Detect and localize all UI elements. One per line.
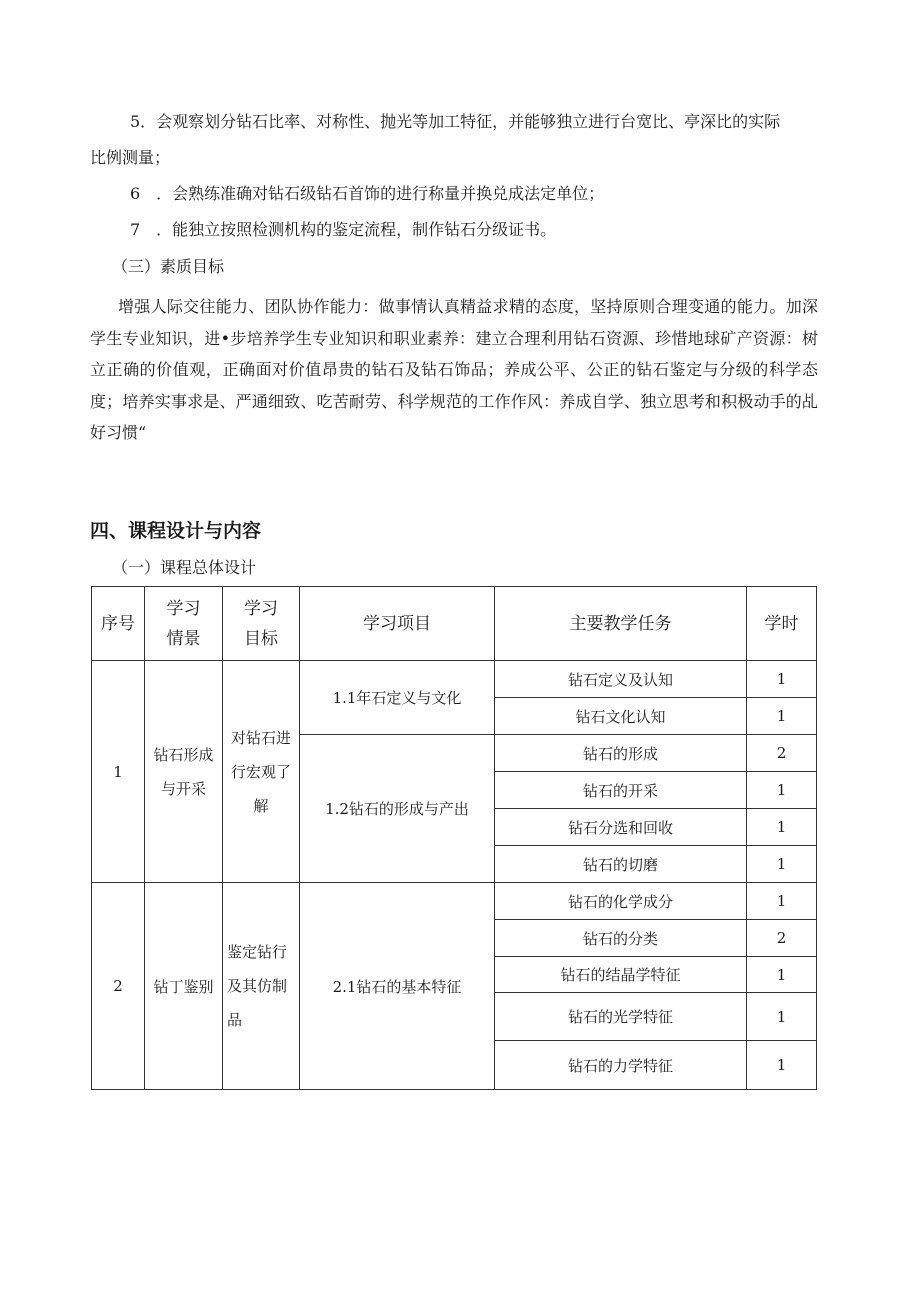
- quality-paragraph: 增强人际交往能力、团队协作能力：做事情认真精益求精的态度，坚持原则合理变通的能力。加深学生专业知识，进•步培养学生专业知识和职业素养：建立合理利用钻石资源、珍惜地球矿产资源：树立正确的价值观，正确面对价值昂贵的钻石及钻石饰品；养成公平、公正的钻石鉴定与分级的科学态度；培养实事求是、严通细致、吃苦耐劳、科学规范的工作作风：养成自学、独立思考和积极动手的乩好习惯“: [90, 297, 818, 442]
- header-no: 序号: [92, 587, 145, 661]
- project-1-2: 1.2钻石的形成与产出: [300, 735, 495, 883]
- group-1-no: 1: [92, 661, 145, 883]
- hours-cell: 1: [747, 957, 817, 993]
- hours-cell: 1: [747, 883, 817, 920]
- task-cell: 钻石的结晶学特征: [495, 957, 747, 993]
- header-goal: 学习目标: [223, 587, 300, 661]
- task-cell: 钻石的力学特征: [495, 1041, 747, 1090]
- hours-cell: 1: [747, 846, 817, 883]
- table-subheading: （一）课程总体设计: [112, 558, 257, 577]
- hours-cell: 1: [747, 772, 817, 809]
- course-design-table: [91, 586, 817, 1090]
- hours-cell: 2: [747, 735, 817, 772]
- intro-line-5a: 5．会观察划分钻石比率、对称性、抛光等加工特征，并能够独立进行台宽比、亭深比的实际: [130, 112, 781, 131]
- task-cell: 钻石的化学成分: [495, 883, 747, 920]
- hours-cell: 1: [747, 1041, 817, 1090]
- task-cell: 钻石文化认知: [495, 698, 747, 735]
- hours-cell: 1: [747, 661, 817, 698]
- section-heading: 四、课程设计与内容: [90, 520, 262, 542]
- hours-cell: 1: [747, 809, 817, 846]
- task-cell: 钻石定义及认知: [495, 661, 747, 698]
- task-cell: 钻石的分类: [495, 920, 747, 957]
- header-task: 主要教学任务: [495, 587, 747, 661]
- header-scenario: 学习情景: [145, 587, 223, 661]
- project-1-1: 1.1年石定义与文化: [300, 661, 495, 735]
- hours-cell: 1: [747, 993, 817, 1041]
- intro-line-6: 6 ．会熟练准确对钻石级钻石首饰的进行称量并换兑成法定单位；: [130, 184, 605, 203]
- hours-cell: 2: [747, 920, 817, 957]
- project-2-1: 2.1钻石的基本特征: [300, 883, 495, 1090]
- task-cell: 钻石的切磨: [495, 846, 747, 883]
- intro-line-7: 7 ．能独立按照检测机构的鉴定流程，制作钻石分级证书。: [130, 220, 557, 239]
- header-project: 学习项目: [300, 587, 495, 661]
- task-cell: 钻石分选和回收: [495, 809, 747, 846]
- hours-cell: 1: [747, 698, 817, 735]
- intro-line-5b: 比例测量；: [90, 148, 171, 167]
- task-cell: 钻石的开采: [495, 772, 747, 809]
- quality-subheading: （三）素质目标: [112, 257, 225, 276]
- task-cell: 钻石的光学特征: [495, 993, 747, 1041]
- header-hours: 学时: [747, 587, 817, 661]
- task-cell: 钻石的形成: [495, 735, 747, 772]
- group-2-goal: 鉴定钻行及其仿制品: [223, 883, 300, 1090]
- group-1-scenario: 钻石形成与开采: [145, 661, 223, 883]
- group-2-no: 2: [92, 883, 145, 1090]
- group-1-goal: 对钻石进行宏观了解: [223, 661, 300, 883]
- group-2-scenario: 钻丁鉴别: [145, 883, 223, 1090]
